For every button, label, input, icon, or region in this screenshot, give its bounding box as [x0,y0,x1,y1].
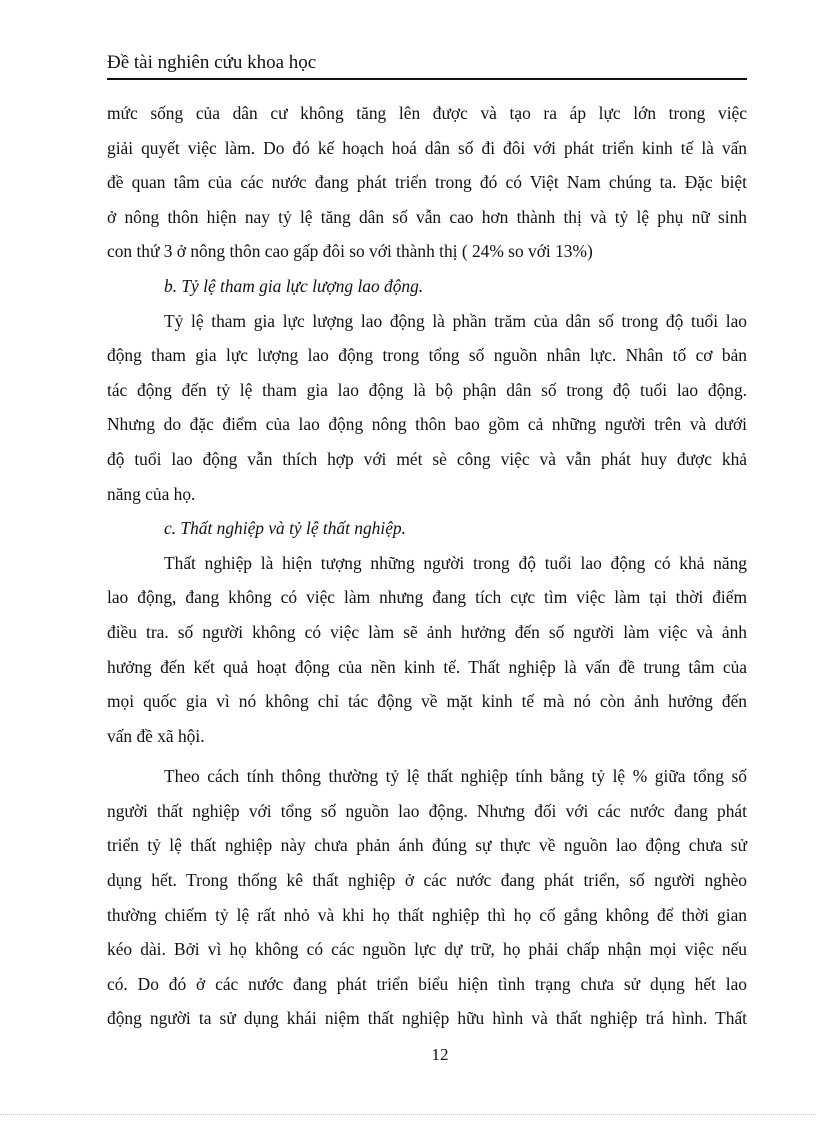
text-line: Tỷ lệ tham gia lực lượng lao động là phần trăm của dân số trong độ tuổi lao [164,310,747,331]
header-title: Đề tài nghiên cứu khoa học [107,52,317,73]
text-line: hưởng đến kết quả hoạt động của nền kinh tế. Thất nghiệp là vấn đề trung tâm của [107,656,747,677]
text-line: mọi quốc gia vì nó không chỉ tác động về mặt kinh tế mà nó còn ảnh hưởng đến [107,691,747,712]
text-line: dụng hết. Trong thống kê thất nghiệp ở các nước đang phát triển, số người nghèo [107,870,747,891]
text-line: độ tuổi lao động vẫn thích hợp với mét sè công việc và vẫn phát huy được khả [107,448,747,469]
section-heading-c: c. Thất nghiệp và tỷ lệ thất nghiệp. [164,518,406,539]
text-line: lao động, đang không có việc làm nhưng đang tích cực tìm việc làm tại thời điểm [107,587,747,608]
text-line: kéo dài. Bởi vì họ không có các nguồn lực dự trữ, họ phải chấp nhận mọi việc nếu [107,939,747,960]
text-line: triển tỷ lệ thất nghiệp này chưa phản ánh đúng sự thực về nguồn lao động chưa sử [107,835,747,856]
text-line: con thứ 3 ở nông thôn cao gấp đôi so với thành thị ( 24% so với 13%) [107,241,593,262]
text-line: mức sống của dân cư không tăng lên được và tạo ra áp lực lớn trong việc [107,103,747,123]
text-line: Nhưng do đặc điểm của lao động nông thôn bao gồm cả những người trên và dưới [107,414,747,435]
document-body [107,96,747,1036]
text-line: người thất nghiệp với tổng số nguồn lao động. Nhưng đối với các nước đang phát [107,800,747,821]
text-line: Thất nghiệp là hiện tượng những người trong độ tuổi lao động có khả năng [164,552,747,573]
page-bottom-divider [0,1114,816,1115]
text-line: năng của họ. [107,483,196,504]
text-line: điều tra. số người không có việc làm sẽ ảnh hưởng đến số người làm việc và ảnh [107,621,747,642]
text-line: Theo cách tính thông thường tỷ lệ thất nghiệp tính bằng tỷ lệ % giữa tổng số [164,766,747,787]
page-number: 12 [431,1045,449,1064]
text-line: ở nông thôn hiện nay tỷ lệ tăng dân số vẫn cao hơn thành thị và tỷ lệ phụ nữ sinh [107,206,747,227]
text-line: động người ta sử dụng khái niệm thất nghiệp hữu hình và thất nghiệp trá hình. Thất [107,1008,747,1029]
text-line: giải quyết việc làm. Do đó kế hoạch hoá dân số đi đôi với phát triển kinh tế là vấn [107,137,747,158]
section-heading-b: b. Tỷ lệ tham gia lực lượng lao động. [164,275,424,296]
text-line: tác động đến tỷ lệ tham gia lao động là bộ phận dân số trong độ tuổi lao động. [107,379,747,400]
text-line: đề quan tâm của các nước đang phát triển trong đó có Việt Nam chúng ta. Đặc biệt [107,172,747,193]
text-line: động tham gia lực lượng lao động trong tổng số nguồn nhân lực. Nhân tố cơ bản [107,345,747,366]
page-header [107,50,747,80]
text-line: vấn đề xã hội. [107,725,205,746]
text-line: thường chiếm tỷ lệ rất nhỏ và khi họ thất nghiệp thì họ cố gắng không để thời gian [107,904,747,925]
text-line: có. Do đó ở các nước đang phát triển biểu hiện tình trạng chưa sử dụng hết lao [107,973,747,994]
